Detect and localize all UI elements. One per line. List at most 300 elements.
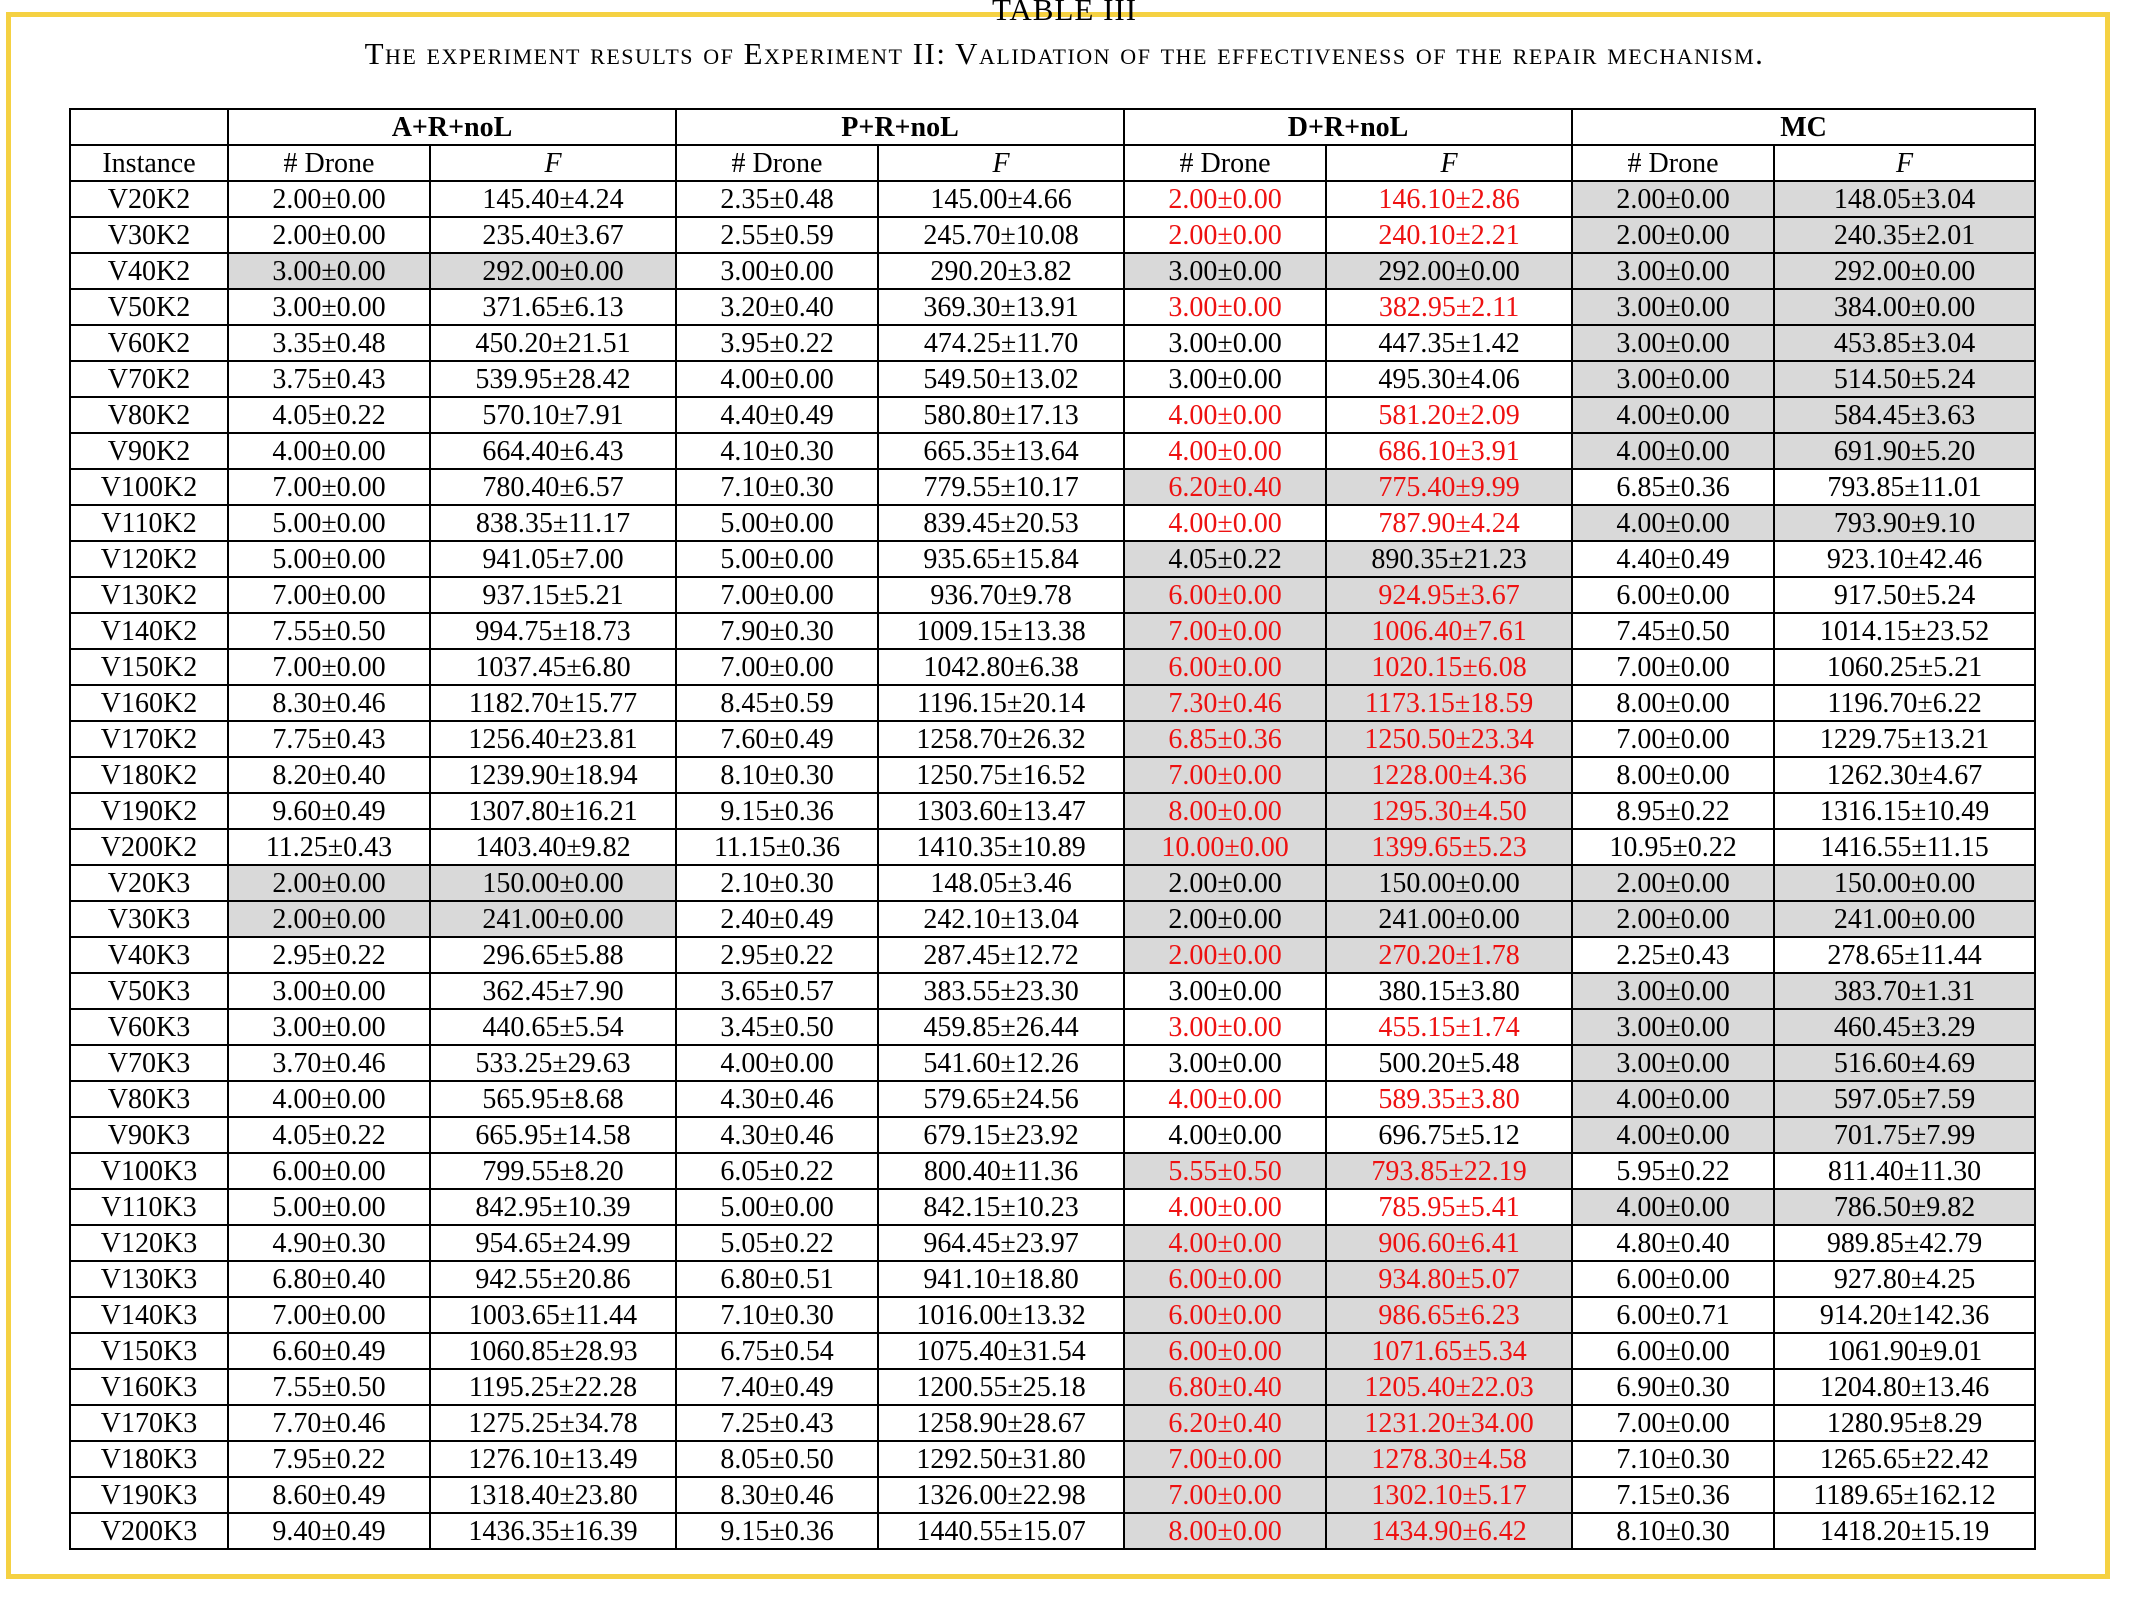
fitness-cell: 799.55±8.20 [430,1153,676,1189]
drone-count-cell: 2.25±0.43 [1572,937,1774,973]
fitness-cell: 533.25±29.63 [430,1045,676,1081]
drone-count-cell: 8.05±0.50 [676,1441,878,1477]
drone-count-cell: 7.00±0.00 [228,1297,430,1333]
drone-count-cell: 7.00±0.00 [228,649,430,685]
drone-count-cell: 4.80±0.40 [1572,1225,1774,1261]
fitness-cell: 270.20±1.78 [1326,937,1572,973]
drone-count-cell: 5.00±0.00 [676,505,878,541]
instance-cell: V20K3 [70,865,228,901]
fitness-cell: 539.95±28.42 [430,361,676,397]
fitness-cell: 589.35±3.80 [1326,1081,1572,1117]
fitness-cell: 1229.75±13.21 [1774,721,2035,757]
instance-cell: V200K3 [70,1513,228,1549]
fitness-cell: 1196.70±6.22 [1774,685,2035,721]
fitness-cell: 779.55±10.17 [878,469,1124,505]
drone-count-cell: 4.00±0.00 [676,361,878,397]
fitness-cell: 1060.25±5.21 [1774,649,2035,685]
fitness-cell: 1075.40±31.54 [878,1333,1124,1369]
drone-count-cell: 4.05±0.22 [228,397,430,433]
drone-count-cell: 4.30±0.46 [676,1117,878,1153]
fitness-cell: 579.65±24.56 [878,1081,1124,1117]
drone-count-cell: 2.00±0.00 [1572,865,1774,901]
fitness-cell: 369.30±13.91 [878,289,1124,325]
table-row [70,361,2035,397]
instance-cell: V40K3 [70,937,228,973]
instance-cell: V150K3 [70,1333,228,1369]
instance-cell: V90K3 [70,1117,228,1153]
fitness-cell: 811.40±11.30 [1774,1153,2035,1189]
instance-cell: V150K2 [70,649,228,685]
fitness-cell: 679.15±23.92 [878,1117,1124,1153]
drone-count-cell: 2.00±0.00 [1124,901,1326,937]
fitness-cell: 1204.80±13.46 [1774,1369,2035,1405]
fitness-cell: 1042.80±6.38 [878,649,1124,685]
fitness-cell: 696.75±5.12 [1326,1117,1572,1153]
fitness-cell: 793.90±9.10 [1774,505,2035,541]
table-row [70,505,2035,541]
instance-cell: V110K2 [70,505,228,541]
fitness-cell: 235.40±3.67 [430,217,676,253]
drone-count-cell: 7.00±0.00 [228,577,430,613]
drone-count-cell: 7.25±0.43 [676,1405,878,1441]
table-row [70,433,2035,469]
fitness-cell: 1262.30±4.67 [1774,757,2035,793]
fitness-cell: 1256.40±23.81 [430,721,676,757]
fitness-cell: 954.65±24.99 [430,1225,676,1261]
instance-cell: V40K2 [70,253,228,289]
drone-count-cell: 4.00±0.00 [1124,505,1326,541]
fitness-cell: 455.15±1.74 [1326,1009,1572,1045]
table-row [70,1225,2035,1261]
drone-count-cell: 3.00±0.00 [1572,253,1774,289]
fitness-cell: 241.00±0.00 [1326,901,1572,937]
drone-count-cell: 3.00±0.00 [1124,289,1326,325]
fitness-cell: 1302.10±5.17 [1326,1477,1572,1513]
drone-count-cell: 6.00±0.00 [1124,577,1326,613]
drone-count-cell: 4.40±0.49 [1572,541,1774,577]
drone-count-cell: 3.20±0.40 [676,289,878,325]
fitness-cell: 686.10±3.91 [1326,433,1572,469]
fitness-cell: 500.20±5.48 [1326,1045,1572,1081]
table-row [70,1189,2035,1225]
instance-cell: V110K3 [70,1189,228,1225]
group-header-row [70,109,2035,145]
drone-count-cell: 9.15±0.36 [676,793,878,829]
drone-count-cell: 6.00±0.00 [1124,1333,1326,1369]
fitness-cell: 1231.20±34.00 [1326,1405,1572,1441]
instance-cell: V100K3 [70,1153,228,1189]
fitness-cell: 1403.40±9.82 [430,829,676,865]
drone-count-cell: 3.70±0.46 [228,1045,430,1081]
drone-count-cell: 6.00±0.00 [1572,1261,1774,1297]
fitness-cell: 240.10±2.21 [1326,217,1572,253]
drone-count-cell: 2.00±0.00 [1124,865,1326,901]
drone-count-cell: 6.85±0.36 [1572,469,1774,505]
drone-count-cell: 9.60±0.49 [228,793,430,829]
drone-count-cell: 8.95±0.22 [1572,793,1774,829]
fitness-cell: 148.05±3.46 [878,865,1124,901]
drone-count-cell: 4.90±0.30 [228,1225,430,1261]
fitness-cell: 842.95±10.39 [430,1189,676,1225]
table-row [70,649,2035,685]
fitness-cell: 148.05±3.04 [1774,181,2035,217]
drone-count-cell: 11.15±0.36 [676,829,878,865]
instance-cell: V170K2 [70,721,228,757]
fitness-cell: 942.55±20.86 [430,1261,676,1297]
table-row [70,901,2035,937]
results-body [70,181,2035,1549]
fitness-cell: 1418.20±15.19 [1774,1513,2035,1549]
drone-count-cell: 6.80±0.40 [1124,1369,1326,1405]
fitness-cell: 516.60±4.69 [1774,1045,2035,1081]
drone-count-cell: 7.00±0.00 [1124,1477,1326,1513]
drone-count-cell: 7.90±0.30 [676,613,878,649]
drone-count-cell: 2.95±0.22 [676,937,878,973]
drone-count-cell: 5.00±0.00 [228,505,430,541]
drone-count-cell: 2.10±0.30 [676,865,878,901]
fitness-cell: 1436.35±16.39 [430,1513,676,1549]
table-row [70,1333,2035,1369]
fitness-cell: 1250.50±23.34 [1326,721,1572,757]
drone-count-cell: 7.00±0.00 [1572,721,1774,757]
fitness-cell: 146.10±2.86 [1326,181,1572,217]
table-number: TABLE III [991,0,1138,27]
drone-count-cell: 7.55±0.50 [228,613,430,649]
fitness-cell: 150.00±0.00 [1326,865,1572,901]
fitness-cell: 570.10±7.91 [430,397,676,433]
f-header: F [878,145,1124,181]
group-header: P+R+noL [676,109,1124,145]
drone-count-cell: 7.95±0.22 [228,1441,430,1477]
instance-cell: V120K3 [70,1225,228,1261]
fitness-cell: 1278.30±4.58 [1326,1441,1572,1477]
drone-count-cell: 8.20±0.40 [228,757,430,793]
instance-cell: V120K2 [70,541,228,577]
drone-count-cell: 7.10±0.30 [676,1297,878,1333]
corner-cell [70,109,228,145]
fitness-cell: 380.15±3.80 [1326,973,1572,1009]
instance-cell: V180K3 [70,1441,228,1477]
table-row [70,1153,2035,1189]
drone-count-cell: 9.40±0.49 [228,1513,430,1549]
fitness-cell: 383.70±1.31 [1774,973,2035,1009]
fitness-cell: 382.95±2.11 [1326,289,1572,325]
drone-count-cell: 7.10±0.30 [1572,1441,1774,1477]
fitness-cell: 1182.70±15.77 [430,685,676,721]
drone-count-cell: 4.00±0.00 [676,1045,878,1081]
fitness-cell: 793.85±11.01 [1774,469,2035,505]
instance-cell: V70K2 [70,361,228,397]
fitness-cell: 384.00±0.00 [1774,289,2035,325]
instance-cell: V180K2 [70,757,228,793]
drone-count-cell: 2.00±0.00 [228,865,430,901]
drone-count-cell: 6.00±0.00 [1572,1333,1774,1369]
fitness-cell: 1071.65±5.34 [1326,1333,1572,1369]
fitness-cell: 292.00±0.00 [1774,253,2035,289]
drone-count-cell: 3.00±0.00 [676,253,878,289]
drone-count-cell: 7.00±0.00 [1124,757,1326,793]
drone-count-cell: 7.00±0.00 [676,577,878,613]
drone-header: # Drone [1572,145,1774,181]
fitness-cell: 1189.65±162.12 [1774,1477,2035,1513]
fitness-cell: 242.10±13.04 [878,901,1124,937]
fitness-cell: 362.45±7.90 [430,973,676,1009]
fitness-cell: 597.05±7.59 [1774,1081,2035,1117]
fitness-cell: 665.95±14.58 [430,1117,676,1153]
table-caption: The experiment results of Experiment II: Validation of the effectiveness of the repair mechanism. [364,36,1765,71]
drone-count-cell: 4.40±0.49 [676,397,878,433]
fitness-cell: 287.45±12.72 [878,937,1124,973]
fitness-cell: 890.35±21.23 [1326,541,1572,577]
drone-count-cell: 6.00±0.00 [1124,1261,1326,1297]
drone-count-cell: 2.40±0.49 [676,901,878,937]
fitness-cell: 964.45±23.97 [878,1225,1124,1261]
fitness-cell: 290.20±3.82 [878,253,1124,289]
drone-count-cell: 4.00±0.00 [228,1081,430,1117]
table-row [70,613,2035,649]
fitness-cell: 1205.40±22.03 [1326,1369,1572,1405]
drone-count-cell: 7.40±0.49 [676,1369,878,1405]
drone-count-cell: 7.55±0.50 [228,1369,430,1405]
drone-count-cell: 6.05±0.22 [676,1153,878,1189]
fitness-cell: 936.70±9.78 [878,577,1124,613]
drone-count-cell: 7.15±0.36 [1572,1477,1774,1513]
drone-count-cell: 6.00±0.71 [1572,1297,1774,1333]
fitness-cell: 937.15±5.21 [430,577,676,613]
drone-count-cell: 8.60±0.49 [228,1477,430,1513]
fitness-cell: 453.85±3.04 [1774,325,2035,361]
f-header: F [1326,145,1572,181]
table-row [70,721,2035,757]
fitness-cell: 514.50±5.24 [1774,361,2035,397]
table-row [70,1513,2035,1549]
drone-count-cell: 5.55±0.50 [1124,1153,1326,1189]
drone-count-cell: 4.00±0.00 [1124,1225,1326,1261]
drone-count-cell: 2.55±0.59 [676,217,878,253]
drone-count-cell: 7.00±0.00 [228,469,430,505]
drone-count-cell: 3.65±0.57 [676,973,878,1009]
fitness-cell: 1258.90±28.67 [878,1405,1124,1441]
instance-cell: V130K2 [70,577,228,613]
instance-cell: V70K3 [70,1045,228,1081]
table-row [70,577,2035,613]
drone-count-cell: 3.95±0.22 [676,325,878,361]
instance-cell: V140K3 [70,1297,228,1333]
drone-count-cell: 4.00±0.00 [228,433,430,469]
drone-count-cell: 7.60±0.49 [676,721,878,757]
fitness-cell: 786.50±9.82 [1774,1189,2035,1225]
fitness-cell: 780.40±6.57 [430,469,676,505]
drone-count-cell: 3.00±0.00 [228,1009,430,1045]
instance-cell: V80K3 [70,1081,228,1117]
table-row [70,289,2035,325]
fitness-cell: 785.95±5.41 [1326,1189,1572,1225]
drone-count-cell: 5.00±0.00 [228,1189,430,1225]
table-row [70,1117,2035,1153]
drone-count-cell: 3.45±0.50 [676,1009,878,1045]
fitness-cell: 924.95±3.67 [1326,577,1572,613]
table-row [70,181,2035,217]
table-row [70,1477,2035,1513]
fitness-cell: 383.55±23.30 [878,973,1124,1009]
drone-count-cell: 3.00±0.00 [1124,361,1326,397]
drone-count-cell: 8.30±0.46 [676,1477,878,1513]
group-header: D+R+noL [1124,109,1572,145]
fitness-cell: 1061.90±9.01 [1774,1333,2035,1369]
fitness-cell: 838.35±11.17 [430,505,676,541]
drone-count-cell: 4.00±0.00 [1124,1189,1326,1225]
instance-cell: V60K3 [70,1009,228,1045]
fitness-cell: 1016.00±13.32 [878,1297,1124,1333]
drone-count-cell: 4.00±0.00 [1124,1081,1326,1117]
table-row [70,1297,2035,1333]
drone-count-cell: 5.05±0.22 [676,1225,878,1261]
fitness-cell: 584.45±3.63 [1774,397,2035,433]
drone-count-cell: 6.85±0.36 [1124,721,1326,757]
drone-count-cell: 8.00±0.00 [1124,1513,1326,1549]
instance-cell: V160K2 [70,685,228,721]
fitness-cell: 541.60±12.26 [878,1045,1124,1081]
fitness-cell: 292.00±0.00 [430,253,676,289]
fitness-cell: 691.90±5.20 [1774,433,2035,469]
drone-count-cell: 5.00±0.00 [676,541,878,577]
drone-count-cell: 4.00±0.00 [1572,505,1774,541]
table-row [70,1441,2035,1477]
drone-count-cell: 8.00±0.00 [1572,685,1774,721]
fitness-cell: 241.00±0.00 [430,901,676,937]
fitness-cell: 1292.50±31.80 [878,1441,1124,1477]
fitness-cell: 1440.55±15.07 [878,1513,1124,1549]
fitness-cell: 1239.90±18.94 [430,757,676,793]
fitness-cell: 1265.65±22.42 [1774,1441,2035,1477]
fitness-cell: 935.65±15.84 [878,541,1124,577]
drone-count-cell: 4.00±0.00 [1572,1117,1774,1153]
table-row [70,757,2035,793]
instance-cell: V80K2 [70,397,228,433]
drone-count-cell: 3.00±0.00 [1124,1045,1326,1081]
drone-count-cell: 9.15±0.36 [676,1513,878,1549]
fitness-cell: 150.00±0.00 [430,865,676,901]
drone-count-cell: 6.00±0.00 [1572,577,1774,613]
fitness-cell: 460.45±3.29 [1774,1009,2035,1045]
drone-count-cell: 8.00±0.00 [1572,757,1774,793]
fitness-cell: 1195.25±22.28 [430,1369,676,1405]
fitness-cell: 145.40±4.24 [430,181,676,217]
fitness-cell: 775.40±9.99 [1326,469,1572,505]
instance-cell: V130K3 [70,1261,228,1297]
fitness-cell: 989.85±42.79 [1774,1225,2035,1261]
fitness-cell: 1316.15±10.49 [1774,793,2035,829]
drone-count-cell: 4.00±0.00 [1124,397,1326,433]
fitness-cell: 440.65±5.54 [430,1009,676,1045]
fitness-cell: 240.35±2.01 [1774,217,2035,253]
instance-cell: V160K3 [70,1369,228,1405]
drone-count-cell: 10.00±0.00 [1124,829,1326,865]
drone-count-cell: 8.30±0.46 [228,685,430,721]
fitness-cell: 665.35±13.64 [878,433,1124,469]
fitness-cell: 1318.40±23.80 [430,1477,676,1513]
instance-header: Instance [70,145,228,181]
fitness-cell: 1410.35±10.89 [878,829,1124,865]
fitness-cell: 906.60±6.41 [1326,1225,1572,1261]
group-header: MC [1572,109,2035,145]
fitness-cell: 549.50±13.02 [878,361,1124,397]
instance-cell: V50K2 [70,289,228,325]
drone-count-cell: 7.45±0.50 [1572,613,1774,649]
fitness-cell: 459.85±26.44 [878,1009,1124,1045]
drone-count-cell: 2.00±0.00 [228,217,430,253]
drone-count-cell: 6.00±0.00 [1124,649,1326,685]
drone-header: # Drone [676,145,878,181]
instance-cell: V140K2 [70,613,228,649]
drone-count-cell: 3.00±0.00 [1124,253,1326,289]
drone-count-cell: 3.00±0.00 [1572,1045,1774,1081]
table-row [70,1405,2035,1441]
fitness-cell: 1173.15±18.59 [1326,685,1572,721]
drone-count-cell: 2.00±0.00 [228,181,430,217]
fitness-cell: 495.30±4.06 [1326,361,1572,397]
drone-count-cell: 3.00±0.00 [228,973,430,1009]
fitness-cell: 245.70±10.08 [878,217,1124,253]
instance-cell: V90K2 [70,433,228,469]
drone-count-cell: 2.00±0.00 [1124,181,1326,217]
instance-cell: V50K3 [70,973,228,1009]
table-row [70,1369,2035,1405]
drone-count-cell: 7.10±0.30 [676,469,878,505]
drone-count-cell: 3.00±0.00 [1124,325,1326,361]
drone-count-cell: 2.00±0.00 [1124,937,1326,973]
fitness-cell: 1060.85±28.93 [430,1333,676,1369]
drone-count-cell: 2.00±0.00 [1572,901,1774,937]
table-row [70,217,2035,253]
drone-count-cell: 7.75±0.43 [228,721,430,757]
table-row [70,685,2035,721]
fitness-cell: 1196.15±20.14 [878,685,1124,721]
drone-count-cell: 6.80±0.51 [676,1261,878,1297]
drone-count-cell: 7.00±0.00 [1124,1441,1326,1477]
drone-count-cell: 4.00±0.00 [1572,397,1774,433]
instance-cell: V30K2 [70,217,228,253]
fitness-cell: 1416.55±11.15 [1774,829,2035,865]
fitness-cell: 150.00±0.00 [1774,865,2035,901]
drone-count-cell: 8.45±0.59 [676,685,878,721]
drone-count-cell: 8.10±0.30 [1572,1513,1774,1549]
drone-count-cell: 3.35±0.48 [228,325,430,361]
drone-count-cell: 3.00±0.00 [1572,973,1774,1009]
fitness-cell: 145.00±4.66 [878,181,1124,217]
drone-count-cell: 7.00±0.00 [1572,649,1774,685]
drone-count-cell: 3.75±0.43 [228,361,430,397]
table-row [70,1045,2035,1081]
drone-count-cell: 7.00±0.00 [1572,1405,1774,1441]
fitness-cell: 927.80±4.25 [1774,1261,2035,1297]
drone-count-cell: 2.95±0.22 [228,937,430,973]
drone-count-cell: 10.95±0.22 [1572,829,1774,865]
drone-count-cell: 5.00±0.00 [228,541,430,577]
fitness-cell: 994.75±18.73 [430,613,676,649]
instance-cell: V200K2 [70,829,228,865]
fitness-cell: 296.65±5.88 [430,937,676,973]
fitness-cell: 1295.30±4.50 [1326,793,1572,829]
fitness-cell: 917.50±5.24 [1774,577,2035,613]
fitness-cell: 474.25±11.70 [878,325,1124,361]
drone-count-cell: 2.00±0.00 [1124,217,1326,253]
fitness-cell: 1250.75±16.52 [878,757,1124,793]
drone-count-cell: 3.00±0.00 [228,253,430,289]
fitness-cell: 800.40±11.36 [878,1153,1124,1189]
instance-cell: V100K2 [70,469,228,505]
fitness-cell: 1399.65±5.23 [1326,829,1572,865]
